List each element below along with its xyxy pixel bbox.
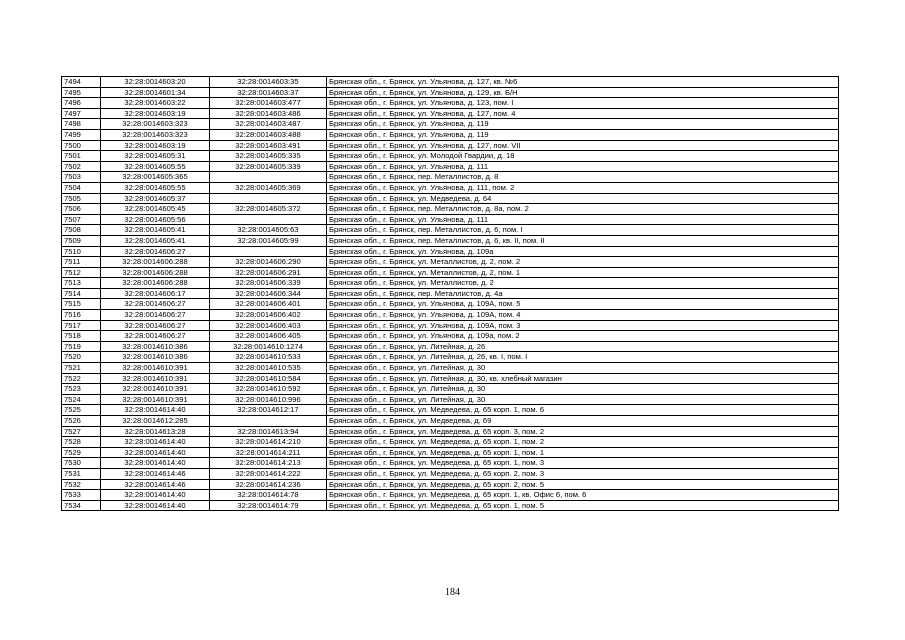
cadastral-number-cell: 32:28:0014606:27: [101, 299, 210, 310]
row-number-cell: 7496: [62, 98, 101, 109]
object-cadastral-number-cell: 32:28:0014612:17: [210, 405, 327, 416]
object-cadastral-number-cell: 32:28:0014613:94: [210, 426, 327, 437]
table-row: [62, 151, 839, 162]
table-row: [62, 352, 839, 363]
cadastral-number-cell: 32:28:0014603:19: [101, 108, 210, 119]
cadastral-number-cell: 32:28:0014605:31: [101, 151, 210, 162]
cadastral-number-cell: 32:28:0014614:40: [101, 500, 210, 511]
address-cell: Брянская обл., г. Брянск, ул. Ульянова, д. 127, пом. 4: [327, 108, 839, 119]
object-cadastral-number-cell: 32:28:0014614:211: [210, 447, 327, 458]
address-cell: Брянская обл., г. Брянск, ул. Медведева, д. 65 корп. 1, пом. 3: [327, 458, 839, 469]
address-cell: Брянская обл., г. Брянск, ул. Литейная, д. 26: [327, 341, 839, 352]
row-number-cell: 7532: [62, 479, 101, 490]
row-number-cell: 7507: [62, 214, 101, 225]
cadastral-number-cell: 32:28:0014605:56: [101, 214, 210, 225]
table-row: [62, 394, 839, 405]
object-cadastral-number-cell: 32:28:0014606:405: [210, 331, 327, 342]
table-row: [62, 267, 839, 278]
object-cadastral-number-cell: 32:28:0014614:78: [210, 490, 327, 501]
table-row: [62, 172, 839, 183]
table-row: [62, 87, 839, 98]
address-cell: Брянская обл., г. Брянск, ул. Металлистов, д. 2: [327, 278, 839, 289]
cadastral-number-cell: 32:28:0014606:27: [101, 246, 210, 257]
table-row: [62, 182, 839, 193]
cadastral-number-cell: 32:28:0014605:37: [101, 193, 210, 204]
table-row: [62, 257, 839, 268]
row-number-cell: 7503: [62, 172, 101, 183]
row-number-cell: 7501: [62, 151, 101, 162]
table-row: [62, 278, 839, 289]
object-cadastral-number-cell: [210, 246, 327, 257]
object-cadastral-number-cell: 32:28:0014614:236: [210, 479, 327, 490]
table-row: [62, 490, 839, 501]
row-number-cell: 7502: [62, 161, 101, 172]
row-number-cell: 7524: [62, 394, 101, 405]
table-row: [62, 214, 839, 225]
table-row: [62, 447, 839, 458]
object-cadastral-number-cell: 32:28:0014603:491: [210, 140, 327, 151]
row-number-cell: 7530: [62, 458, 101, 469]
cadastral-number-cell: 32:28:0014606:27: [101, 331, 210, 342]
address-cell: Брянская обл., г. Брянск, ул. Медведева, д. 65 корп. 1, кв. Офис 6, пом. 6: [327, 490, 839, 501]
address-cell: Брянская обл., г. Брянск, пер. Металлистов, д. 8а, пом. 2: [327, 204, 839, 215]
row-number-cell: 7515: [62, 299, 101, 310]
table-row: [62, 479, 839, 490]
row-number-cell: 7495: [62, 87, 101, 98]
row-number-cell: 7527: [62, 426, 101, 437]
row-number-cell: 7504: [62, 182, 101, 193]
object-cadastral-number-cell: 32:28:0014605:63: [210, 225, 327, 236]
table-row: [62, 204, 839, 215]
object-cadastral-number-cell: 32:28:0014605:372: [210, 204, 327, 215]
address-cell: Брянская обл., г. Брянск, ул. Ульянова, д. 127, пом. VII: [327, 140, 839, 151]
address-cell: Брянская обл., г. Брянск, ул. Медведева, д. 69: [327, 416, 839, 427]
address-cell: Брянская обл., г. Брянск, ул. Молодой Гвардии, д. 18: [327, 151, 839, 162]
table-row: [62, 193, 839, 204]
row-number-cell: 7531: [62, 468, 101, 479]
table-row: [62, 500, 839, 511]
address-cell: Брянская обл., г. Брянск, ул. Литейная, д. 30: [327, 394, 839, 405]
row-number-cell: 7505: [62, 193, 101, 204]
table-row: [62, 373, 839, 384]
address-cell: Брянская обл., г. Брянск, пер. Металлистов, д. 8: [327, 172, 839, 183]
object-cadastral-number-cell: 32:28:0014606:402: [210, 310, 327, 321]
cadastral-number-cell: 32:28:0014610:386: [101, 341, 210, 352]
table-row: [62, 468, 839, 479]
row-number-cell: 7494: [62, 77, 101, 88]
cadastral-number-cell: 32:28:0014610:391: [101, 394, 210, 405]
object-cadastral-number-cell: 32:28:0014606:344: [210, 288, 327, 299]
cadastral-number-cell: 32:28:0014614:40: [101, 447, 210, 458]
address-cell: Брянская обл., г. Брянск, ул. Медведева, д. 65 корп. 2, пом. 3: [327, 468, 839, 479]
registry-table: [61, 76, 839, 511]
cadastral-number-cell: 32:28:0014605:55: [101, 182, 210, 193]
address-cell: Брянская обл., г. Брянск, ул. Медведева, д. 65 корп. 1, пом. 1: [327, 447, 839, 458]
cadastral-number-cell: 32:28:0014606:288: [101, 278, 210, 289]
object-cadastral-number-cell: [210, 416, 327, 427]
cadastral-number-cell: 32:28:0014605:41: [101, 225, 210, 236]
cadastral-number-cell: 32:28:0014603:323: [101, 129, 210, 140]
object-cadastral-number-cell: 32:28:0014614:213: [210, 458, 327, 469]
table-row: [62, 129, 839, 140]
address-cell: Брянская обл., г. Брянск, ул. Медведева, д. 65 корп. 1, пом. 2: [327, 437, 839, 448]
cadastral-number-cell: 32:28:0014614:40: [101, 405, 210, 416]
cadastral-number-cell: 32:28:0014601:34: [101, 87, 210, 98]
object-cadastral-number-cell: 32:28:0014605:369: [210, 182, 327, 193]
address-cell: Брянская обл., г. Брянск, ул. Литейная, д. 26, кв. I, пом. I: [327, 352, 839, 363]
object-cadastral-number-cell: [210, 193, 327, 204]
cadastral-number-cell: 32:28:0014614:40: [101, 458, 210, 469]
object-cadastral-number-cell: 32:28:0014603:487: [210, 119, 327, 130]
registry-table-body: [62, 77, 839, 511]
address-cell: Брянская обл., г. Брянск, ул. Ульянова, д. 109А, пом. 4: [327, 310, 839, 321]
cadastral-number-cell: 32:28:0014603:20: [101, 77, 210, 88]
table-row: [62, 225, 839, 236]
row-number-cell: 7500: [62, 140, 101, 151]
row-number-cell: 7514: [62, 288, 101, 299]
cadastral-number-cell: 32:28:0014610:391: [101, 373, 210, 384]
table-row: [62, 310, 839, 321]
table-row: [62, 246, 839, 257]
address-cell: Брянская обл., г. Брянск, ул. Металлистов, д. 2, пом. 2: [327, 257, 839, 268]
object-cadastral-number-cell: 32:28:0014603:37: [210, 87, 327, 98]
object-cadastral-number-cell: 32:28:0014603:488: [210, 129, 327, 140]
cadastral-number-cell: 32:28:0014610:386: [101, 352, 210, 363]
object-cadastral-number-cell: 32:28:0014610:1274: [210, 341, 327, 352]
address-cell: Брянская обл., г. Брянск, ул. Медведева, д. 65 корп. 1, пом. 6: [327, 405, 839, 416]
row-number-cell: 7534: [62, 500, 101, 511]
table-row: [62, 437, 839, 448]
cadastral-number-cell: 32:28:0014606:27: [101, 310, 210, 321]
row-number-cell: 7499: [62, 129, 101, 140]
table-row: [62, 119, 839, 130]
object-cadastral-number-cell: 32:28:0014606:401: [210, 299, 327, 310]
cadastral-number-cell: 32:28:0014613:28: [101, 426, 210, 437]
cadastral-number-cell: 32:28:0014605:45: [101, 204, 210, 215]
cadastral-number-cell: 32:28:0014610:391: [101, 363, 210, 374]
table-row: [62, 320, 839, 331]
object-cadastral-number-cell: 32:28:0014610:533: [210, 352, 327, 363]
object-cadastral-number-cell: 32:28:0014610:584: [210, 373, 327, 384]
address-cell: Брянская обл., г. Брянск, ул. Медведева, д. 65 корп. 2, пом. 5: [327, 479, 839, 490]
object-cadastral-number-cell: 32:28:0014603:477: [210, 98, 327, 109]
object-cadastral-number-cell: 32:28:0014605:335: [210, 151, 327, 162]
cadastral-number-cell: 32:28:0014605:55: [101, 161, 210, 172]
row-number-cell: 7511: [62, 257, 101, 268]
object-cadastral-number-cell: 32:28:0014603:35: [210, 77, 327, 88]
table-row: [62, 363, 839, 374]
object-cadastral-number-cell: 32:28:0014610:535: [210, 363, 327, 374]
row-number-cell: 7498: [62, 119, 101, 130]
row-number-cell: 7517: [62, 320, 101, 331]
address-cell: Брянская обл., г. Брянск, пер. Металлистов, д. 6, кв. II, пом. II: [327, 235, 839, 246]
cadastral-number-cell: 32:28:0014603:323: [101, 119, 210, 130]
row-number-cell: 7516: [62, 310, 101, 321]
row-number-cell: 7506: [62, 204, 101, 215]
row-number-cell: 7523: [62, 384, 101, 395]
address-cell: Брянская обл., г. Брянск, пер. Металлистов, д. 6, пом. I: [327, 225, 839, 236]
table-row: [62, 341, 839, 352]
row-number-cell: 7508: [62, 225, 101, 236]
table-row: [62, 288, 839, 299]
address-cell: Брянская обл., г. Брянск, ул. Ульянова, д. 129, кв. Б/Н: [327, 87, 839, 98]
cadastral-number-cell: 32:28:0014614:40: [101, 437, 210, 448]
row-number-cell: 7525: [62, 405, 101, 416]
cadastral-number-cell: 32:28:0014606:288: [101, 257, 210, 268]
table-row: [62, 458, 839, 469]
address-cell: Брянская обл., г. Брянск, ул. Ульянова, д. 109а: [327, 246, 839, 257]
object-cadastral-number-cell: 32:28:0014614:222: [210, 468, 327, 479]
address-cell: Брянская обл., г. Брянск, ул. Ульянова, д. 111, пом. 2: [327, 182, 839, 193]
cadastral-number-cell: 32:28:0014606:288: [101, 267, 210, 278]
table-row: [62, 161, 839, 172]
table-row: [62, 77, 839, 88]
address-cell: Брянская обл., г. Брянск, ул. Ульянова, д. 109А, пом. 3: [327, 320, 839, 331]
object-cadastral-number-cell: 32:28:0014606:290: [210, 257, 327, 268]
cadastral-number-cell: 32:28:0014603:22: [101, 98, 210, 109]
object-cadastral-number-cell: 32:28:0014610:592: [210, 384, 327, 395]
row-number-cell: 7512: [62, 267, 101, 278]
table-row: [62, 235, 839, 246]
table-row: [62, 98, 839, 109]
cadastral-number-cell: 32:28:0014610:391: [101, 384, 210, 395]
object-cadastral-number-cell: 32:28:0014606:403: [210, 320, 327, 331]
object-cadastral-number-cell: 32:28:0014605:339: [210, 161, 327, 172]
object-cadastral-number-cell: 32:28:0014614:210: [210, 437, 327, 448]
row-number-cell: 7509: [62, 235, 101, 246]
address-cell: Брянская обл., г. Брянск, ул. Медведева, д. 65 корп. 1, пом. 5: [327, 500, 839, 511]
address-cell: Брянская обл., г. Брянск, ул. Литейная, д. 30, кв. хлебный магазин: [327, 373, 839, 384]
row-number-cell: 7513: [62, 278, 101, 289]
object-cadastral-number-cell: 32:28:0014610:996: [210, 394, 327, 405]
row-number-cell: 7510: [62, 246, 101, 257]
address-cell: Брянская обл., г. Брянск, ул. Медведева, д. 64: [327, 193, 839, 204]
address-cell: Брянская обл., г. Брянск, ул. Ульянова, д. 111: [327, 161, 839, 172]
object-cadastral-number-cell: 32:28:0014606:339: [210, 278, 327, 289]
table-row: [62, 331, 839, 342]
table-row: [62, 416, 839, 427]
address-cell: Брянская обл., г. Брянск, ул. Ульянова, д. 127, кв. №6: [327, 77, 839, 88]
address-cell: Брянская обл., г. Брянск, ул. Ульянова, д. 119: [327, 119, 839, 130]
page-number: 184: [445, 587, 460, 598]
table-row: [62, 140, 839, 151]
object-cadastral-number-cell: 32:28:0014605:99: [210, 235, 327, 246]
table-row: [62, 384, 839, 395]
object-cadastral-number-cell: 32:28:0014606:291: [210, 267, 327, 278]
table-row: [62, 299, 839, 310]
cadastral-number-cell: 32:28:0014614:40: [101, 490, 210, 501]
row-number-cell: 7521: [62, 363, 101, 374]
row-number-cell: 7522: [62, 373, 101, 384]
cadastral-number-cell: 32:28:0014603:19: [101, 140, 210, 151]
row-number-cell: 7518: [62, 331, 101, 342]
address-cell: Брянская обл., г. Брянск, ул. Ульянова, д. 119: [327, 129, 839, 140]
address-cell: Брянская обл., г. Брянск, ул. Литейная, д. 30: [327, 384, 839, 395]
table-row: [62, 405, 839, 416]
cadastral-number-cell: 32:28:0014606:27: [101, 320, 210, 331]
table-row: [62, 426, 839, 437]
object-cadastral-number-cell: 32:28:0014614:79: [210, 500, 327, 511]
row-number-cell: 7520: [62, 352, 101, 363]
cadastral-number-cell: 32:28:0014605:365: [101, 172, 210, 183]
table-row: [62, 108, 839, 119]
address-cell: Брянская обл., г. Брянск, ул. Ульянова, д. 109А, пом. 5: [327, 299, 839, 310]
object-cadastral-number-cell: [210, 214, 327, 225]
row-number-cell: 7497: [62, 108, 101, 119]
row-number-cell: 7526: [62, 416, 101, 427]
address-cell: Брянская обл., г. Брянск, пер. Металлистов, д. 4а: [327, 288, 839, 299]
object-cadastral-number-cell: [210, 172, 327, 183]
cadastral-number-cell: 32:28:0014612:285: [101, 416, 210, 427]
address-cell: Брянская обл., г. Брянск, ул. Медведева, д. 65 корп. 3, пом. 2: [327, 426, 839, 437]
cadastral-number-cell: 32:28:0014605:41: [101, 235, 210, 246]
address-cell: Брянская обл., г. Брянск, ул. Ульянова, д. 111: [327, 214, 839, 225]
row-number-cell: 7533: [62, 490, 101, 501]
address-cell: Брянская обл., г. Брянск, ул. Ульянова, д. 123, пом. I: [327, 98, 839, 109]
row-number-cell: 7528: [62, 437, 101, 448]
object-cadastral-number-cell: 32:28:0014603:486: [210, 108, 327, 119]
row-number-cell: 7519: [62, 341, 101, 352]
cadastral-number-cell: 32:28:0014614:46: [101, 479, 210, 490]
address-cell: Брянская обл., г. Брянск, ул. Ульянова, д. 109а, пом. 2: [327, 331, 839, 342]
cadastral-number-cell: 32:28:0014606:17: [101, 288, 210, 299]
cadastral-number-cell: 32:28:0014614:46: [101, 468, 210, 479]
address-cell: Брянская обл., г. Брянск, ул. Литейная, д. 30: [327, 363, 839, 374]
address-cell: Брянская обл., г. Брянск, ул. Металлистов, д. 2, пом. 1: [327, 267, 839, 278]
row-number-cell: 7529: [62, 447, 101, 458]
